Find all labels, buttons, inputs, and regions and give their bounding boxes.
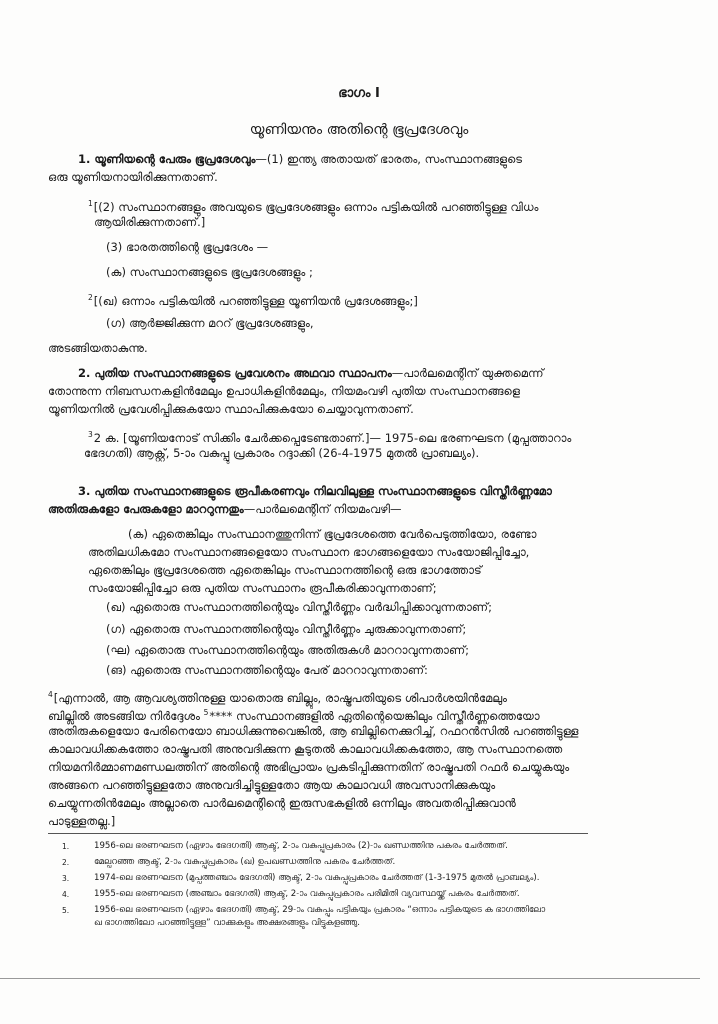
article-2-text: —പാർലമെന്റിന് യുക്തമെന്ന്	[391, 366, 544, 380]
article-2a-text: 2 ക. [യൂണിയനോട് സിക്കിം ചേർക്കപ്പെടേണ്ടതാണ്.]— 1975-ലെ ഭരണഘടന (മുപ്പത്താറാം	[93, 430, 572, 445]
clause-1-2-line-1	[88, 197, 538, 214]
article-1-line-2: ഒരു യൂണിയനായിരിക്കുന്നതാണ്.	[48, 170, 218, 184]
clause-1-3-a: (ക) സംസ്ഥാനങ്ങളുടെ ഭൂപ്രദേശങ്ങളും ;	[106, 265, 313, 279]
clause-3-a-line-4: സംയോജിപ്പിച്ചോ ഒരു പുതിയ സംസ്ഥാനം രൂപീകരിക്കാവുന്നതാണ്;	[88, 581, 437, 595]
clause-1-3-b	[88, 291, 418, 308]
clause-3-a-line-2: അതിലധികമോ സംസ്ഥാനങ്ങളെയോ സംസ്ഥാന ഭാഗങ്ങളെയോ സംയോജിപ്പിച്ചോ,	[88, 545, 530, 559]
article-1-text: —(1) ഇന്ത്യ അതായത് ഭാരതം, സംസ്ഥാനങ്ങളുടെ	[255, 152, 523, 166]
proviso-text-1: [എന്നാൽ, ആ ആവശ്യത്തിനുള്ള യാതൊരു ബില്ലും, രാഷ്ട്രപതിയുടെ ശിപാർശയിൻമേലും	[53, 690, 507, 705]
footnote-2-number: 2.	[62, 858, 70, 867]
article-2-line-3: യൂണിയനിൽ പ്രവേശിപ്പിക്കുകയോ സ്ഥാപിക്കുകയോ ചെയ്യാവുന്നതാണ്.	[48, 402, 414, 416]
footnote-ref-3: 3	[88, 430, 93, 439]
footnote-ref-4: 4	[48, 690, 53, 699]
footnote-4-number: 4.	[62, 890, 70, 899]
clause-3-c: (ഗ) ഏതൊരു സംസ്ഥാനത്തിന്റെയും വിസ്തീർണ്ണം ചുരുക്കാവുന്നതാണ്;	[106, 622, 467, 636]
proviso-line-4: കാലാവധിക്കകത്തോ രാഷ്ട്രപതി അനുവദിക്കുന്ന കൂടുതൽ കാലാവധിക്കകത്തോ, ആ സംസ്ഥാനത്തെ	[48, 742, 563, 756]
page-bottom-rule	[0, 978, 700, 979]
part-title: ഭാഗം I	[338, 86, 380, 101]
clause-3-a-line-1: (ക) ഏതെങ്കിലും സംസ്ഥാനത്തുനിന്ന് ഭൂപ്രദേശത്തെ വേർപെടുത്തിയോ, രണ്ടോ	[128, 527, 537, 541]
clause-3-a-line-3: ഏതെങ്കിലും ഭൂപ്രദേശത്തെ ഏതെങ്കിലും സംസ്ഥാനത്തിന്റെ ഒരു ഭാഗത്തോട്	[88, 563, 482, 577]
article-1-end: അടങ്ങിയതാകുന്നു.	[48, 341, 148, 355]
proviso-line-2	[48, 706, 540, 723]
article-3-heading-part-2: അതിരുകളോ പേരുകളോ മാററുന്നതും	[48, 502, 244, 516]
footnote-1-number: 1.	[62, 842, 70, 851]
proviso-line-8: പാടുള്ളതല്ല.]	[48, 814, 116, 828]
article-3-heading-line-2	[48, 502, 401, 516]
article-2-line-1	[78, 366, 543, 380]
proviso-line-7: ചെയ്യുന്നതിൻമേലും അല്ലാതെ പാർലമെന്റിന്റെ ഇരുസഭകളിൽ ഒന്നിലും അവതരിപ്പിക്കുവാൻ	[48, 796, 516, 810]
article-1-heading: 1. യൂണിയന്റെ പേരും ഭൂപ്രദേശവും	[78, 152, 256, 166]
clause-1-3-c: (ഗ) ആർജ്ജിക്കുന്ന മററ് ഭൂപ്രദേശങ്ങളും,	[106, 316, 314, 330]
article-2a-line-2: ഭേദഗതി) ആക്റ്റ്, 5-ാം വകുപ്പു പ്രകാരം റദ്ദാക്കി (26-4-1975 മുതൽ പ്രാബല്യം).	[84, 446, 480, 460]
footnote-2-text: മേല്പറഞ്ഞ ആക്ട്, 2-ാം വകുപ്പുപ്രകാരം (ഖ) ഉപഖണ്ഡത്തിനു പകരം ചേർത്തത്.	[94, 857, 396, 867]
clause-3-b: (ഖ) ഏതൊരു സംസ്ഥാനത്തിന്റെയും വിസ്തീർണ്ണം വർദ്ധിപ്പിക്കാവുന്നതാണ്;	[106, 600, 492, 614]
footnote-3-number: 3.	[62, 874, 70, 883]
article-1-line-1	[78, 152, 522, 166]
article-2-line-2: തോന്നുന്ന നിബന്ധനകളിൻമേലും ഉപാധികളിൻമേലും, നിയമംവഴി പുതിയ സംസ്ഥാനങ്ങളെ	[48, 384, 520, 398]
proviso-line-3: അതിരുകളെയോ പേരിനെയോ ബാധിക്കുന്നുവെങ്കിൽ, ആ ബില്ലിനെക്കുറിച്ച്, റഫറൻസിൽ പറഞ്ഞിട്ടുള്ള	[48, 724, 579, 738]
proviso-line-5: നിയമനിർമ്മാണമണ്ഡലത്തിന് അതിന്റെ അഭിപ്രായം പ്രകടിപ്പിക്കുന്നതിന് രാഷ്ട്രപതി റഫർ ചെയ്യുകയും	[48, 760, 570, 774]
footnote-separator	[48, 833, 588, 834]
article-2-heading: 2. പുതിയ സംസ്ഥാനങ്ങളുടെ പ്രവേശനം അഥവാ സ്ഥാപനം	[78, 366, 392, 380]
proviso-text-2a: ബില്ലിൽ അടങ്ങിയ നിർദ്ദേശം	[48, 708, 204, 723]
footnote-ref-5: 5	[203, 708, 209, 717]
footnote-1-text: 1956-ലെ ഭരണഘടന (ഏഴാം ഭേദഗതി) ആക്ട്, 2-ാം വകുപ്പുപ്രകാരം (2)-ാം ഖണ്ഡത്തിനു പകരം ചേർത്തത്.	[94, 841, 508, 851]
footnote-5-text-line-1: 1956-ലെ ഭരണഘടന (ഏഴാം ഭേദഗതി) ആക്ട്, 29-ാം വകുപ്പും പട്ടികയും പ്രകാരം “ഒന്നാം പട്ടികയുടെ ക ഭാഗത്തിലോ	[94, 905, 546, 915]
clause-1-3-b-text: [(ഖ) ഒന്നാം പട്ടികയിൽ പറഞ്ഞിട്ടുള്ള യൂണിയൻ പ്രദേശങ്ങളും;]	[93, 293, 418, 308]
proviso-text-2b: **** സംസ്ഥാനങ്ങളിൽ ഏതിന്റെയെങ്കിലും വിസ്തീർണ്ണത്തെയോ	[209, 708, 540, 723]
footnote-ref-2: 2	[88, 293, 93, 302]
proviso-line-6: അങ്ങനെ പറഞ്ഞിട്ടുള്ളതോ അനുവദിച്ചിട്ടുള്ളതോ ആയ കാലാവധി അവസാനിക്കുകയും	[48, 778, 496, 792]
clause-1-3: (3) ഭാരതത്തിന്റെ ഭൂപ്രദേശം —	[106, 240, 269, 254]
proviso-line-1	[48, 688, 507, 705]
article-3-heading-line-1: 3. പുതിയ സംസ്ഥാനങ്ങളുടെ രൂപീകരണവും നിലവിലുള്ള സംസ്ഥാനങ്ങളുടെ വിസ്തീർണ്ണമോ	[78, 484, 552, 498]
footnote-4-text: 1955-ലെ ഭരണഘടന (അഞ്ചാം ഭേദഗതി) ആക്ട്, 2-ാം വകുപ്പുപ്രകാരം പരിമിതി വ്യവസ്ഥയ്ക്ക് പകരം ചേർത്തത്.	[94, 889, 520, 899]
article-2a-line-1	[88, 428, 571, 445]
footnote-5-text-line-2: ഖ ഭാഗത്തിലോ പറഞ്ഞിട്ടുള്ള” വാക്കുകളും അക്ഷരങ്ങളും വിട്ടുകളഞ്ഞു.	[94, 918, 361, 928]
clause-3-e: (ങ) ഏതൊരു സംസ്ഥാനത്തിന്റെയും പേര് മാററാവുന്നതാണ്:	[106, 663, 428, 677]
article-3-text: —പാർലമെന്റിന് നിയമംവഴി—	[243, 502, 402, 516]
clause-3-d: (ഘ) ഏതൊരു സംസ്ഥാനത്തിന്റെയും അതിരുകൾ മാററാവുന്നതാണ്;	[106, 643, 470, 657]
clause-1-2-line-2: ആയിരിക്കുന്നതാണ്.]	[94, 215, 206, 229]
footnote-5-number: 5.	[62, 906, 70, 915]
chapter-title: യൂണിയനും അതിന്റെ ഭൂപ്രദേശവും	[249, 122, 469, 138]
footnote-ref-1: 1	[88, 199, 93, 208]
clause-1-2-text: [(2) സംസ്ഥാനങ്ങളും അവയുടെ ഭൂപ്രദേശങ്ങളും ഒന്നാം പട്ടികയിൽ പറഞ്ഞിട്ടുള്ള വിധം	[93, 199, 539, 214]
footnote-3-text: 1974-ലെ ഭരണഘടന (മുപ്പത്തഞ്ചാം ഭേദഗതി) ആക്ട്, 2-ാം വകുപ്പുപ്രകാരം ചേർത്തത് (1-3-1975 മുതൽ പ്രാബല്യം).	[94, 873, 540, 883]
